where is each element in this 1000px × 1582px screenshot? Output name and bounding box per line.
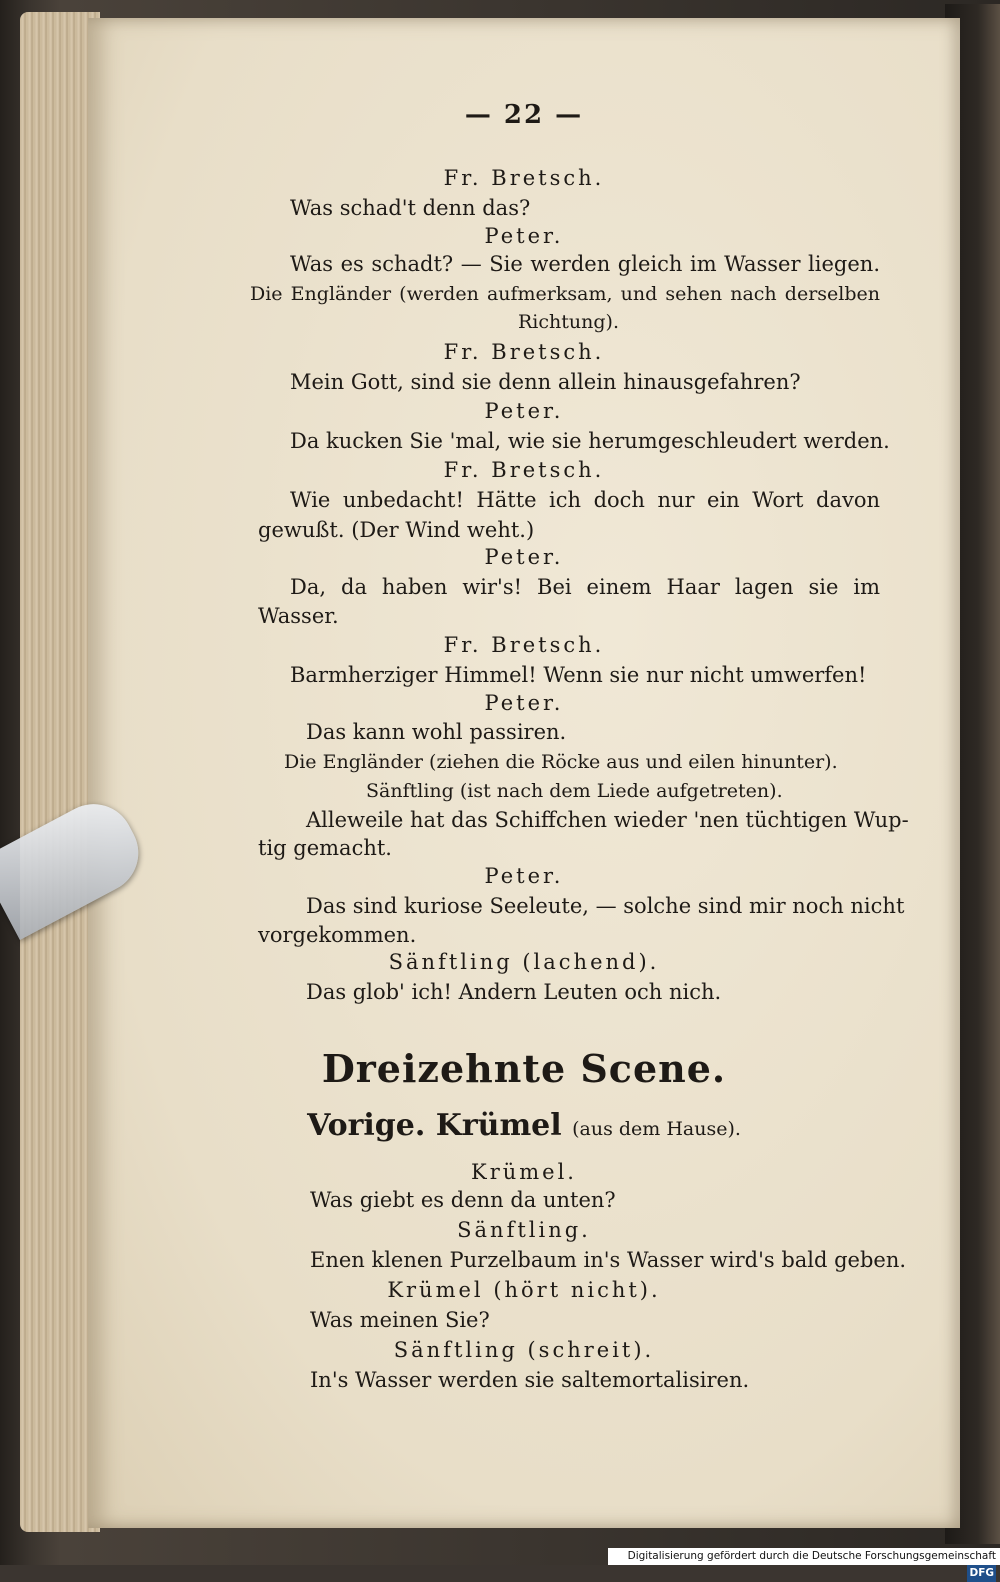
stage-direction: Die Engländer (werden aufmerksam, und sehen nach derselben (250, 283, 880, 305)
speaker-line: Peter. (484, 691, 564, 715)
speaker-line: Peter. (484, 545, 564, 569)
stage-direction: Richtung). (518, 311, 619, 333)
speaker-line: Sänftling (lachend). (388, 950, 660, 974)
text-line: Wasser. (258, 604, 339, 628)
speaker-line: Sänftling (schreit). (393, 1338, 655, 1362)
scene-characters: Vorige. Krümel (307, 1108, 562, 1143)
speaker-line: Peter. (484, 399, 564, 423)
text-line: Barmherziger Himmel! Wenn sie nur nicht umwerfen! (290, 663, 867, 687)
stage-direction: Sänftling (ist nach dem Liede aufgetreten). (366, 780, 783, 802)
speaker-line: Fr. Bretsch. (443, 166, 605, 190)
text-line: tig gemacht. (258, 836, 392, 860)
scene-title: Dreizehnte Scene. (321, 1046, 727, 1091)
digitization-footer (608, 1548, 1000, 1579)
stage-direction: Die Engländer (ziehen die Röcke aus und eilen hinunter). (284, 751, 838, 773)
text-line: Das kann wohl passiren. (306, 720, 567, 744)
speaker-line: Peter. (484, 224, 564, 248)
text-line: Enen klenen Purzelbaum in's Wasser wird's bald geben. (310, 1248, 907, 1272)
text-line: Alleweile hat das Schiffchen wieder 'nen tüchtigen Wup- (306, 808, 909, 832)
book-page (88, 18, 960, 1528)
text-line: In's Wasser werden sie saltemortalisiren. (310, 1368, 750, 1392)
text-line: Da kucken Sie 'mal, wie sie herumgeschleudert werden. (290, 429, 890, 453)
text-line: Was giebt es denn da unten? (310, 1188, 616, 1212)
text-line: Das sind kuriose Seeleute, — solche sind mir noch nicht (306, 894, 905, 918)
speaker-line: Fr. Bretsch. (443, 458, 605, 482)
text-line: Was es schadt? — Sie werden gleich im Wasser liegen. (290, 252, 880, 276)
speaker-line: Krümel (hört nicht). (387, 1278, 661, 1302)
text-line: gewußt. (Der Wind weht.) (258, 518, 535, 542)
speaker-line: Krümel. (471, 1160, 577, 1184)
text-line: Wie unbedacht! Hätte ich doch nur ein Wort davon (290, 488, 880, 512)
text-line: Was meinen Sie? (310, 1308, 490, 1332)
speaker-line: Fr. Bretsch. (443, 340, 605, 364)
text-line: Mein Gott, sind sie denn allein hinausgefahren? (290, 370, 801, 394)
text-line: vorgekommen. (258, 923, 417, 947)
text-line: Was schad't denn das? (290, 196, 531, 220)
scene-note: (aus dem Hause). (572, 1118, 741, 1140)
speaker-line: Fr. Bretsch. (443, 633, 605, 657)
speaker-line: Peter. (484, 864, 564, 888)
scene-subtitle (88, 1108, 960, 1143)
text-line: Da, da haben wir's! Bei einem Haar lagen sie im (290, 575, 880, 599)
footer-credit: Digitalisierung gefördert durch die Deutsche Forschungsgemeinschaft (627, 1550, 996, 1562)
text-line: Das glob' ich! Andern Leuten och nich. (306, 980, 722, 1004)
speaker-line: Sänftling. (457, 1218, 591, 1242)
dfg-logo: DFG (967, 1565, 996, 1582)
page-number: — 22 — (464, 100, 584, 130)
